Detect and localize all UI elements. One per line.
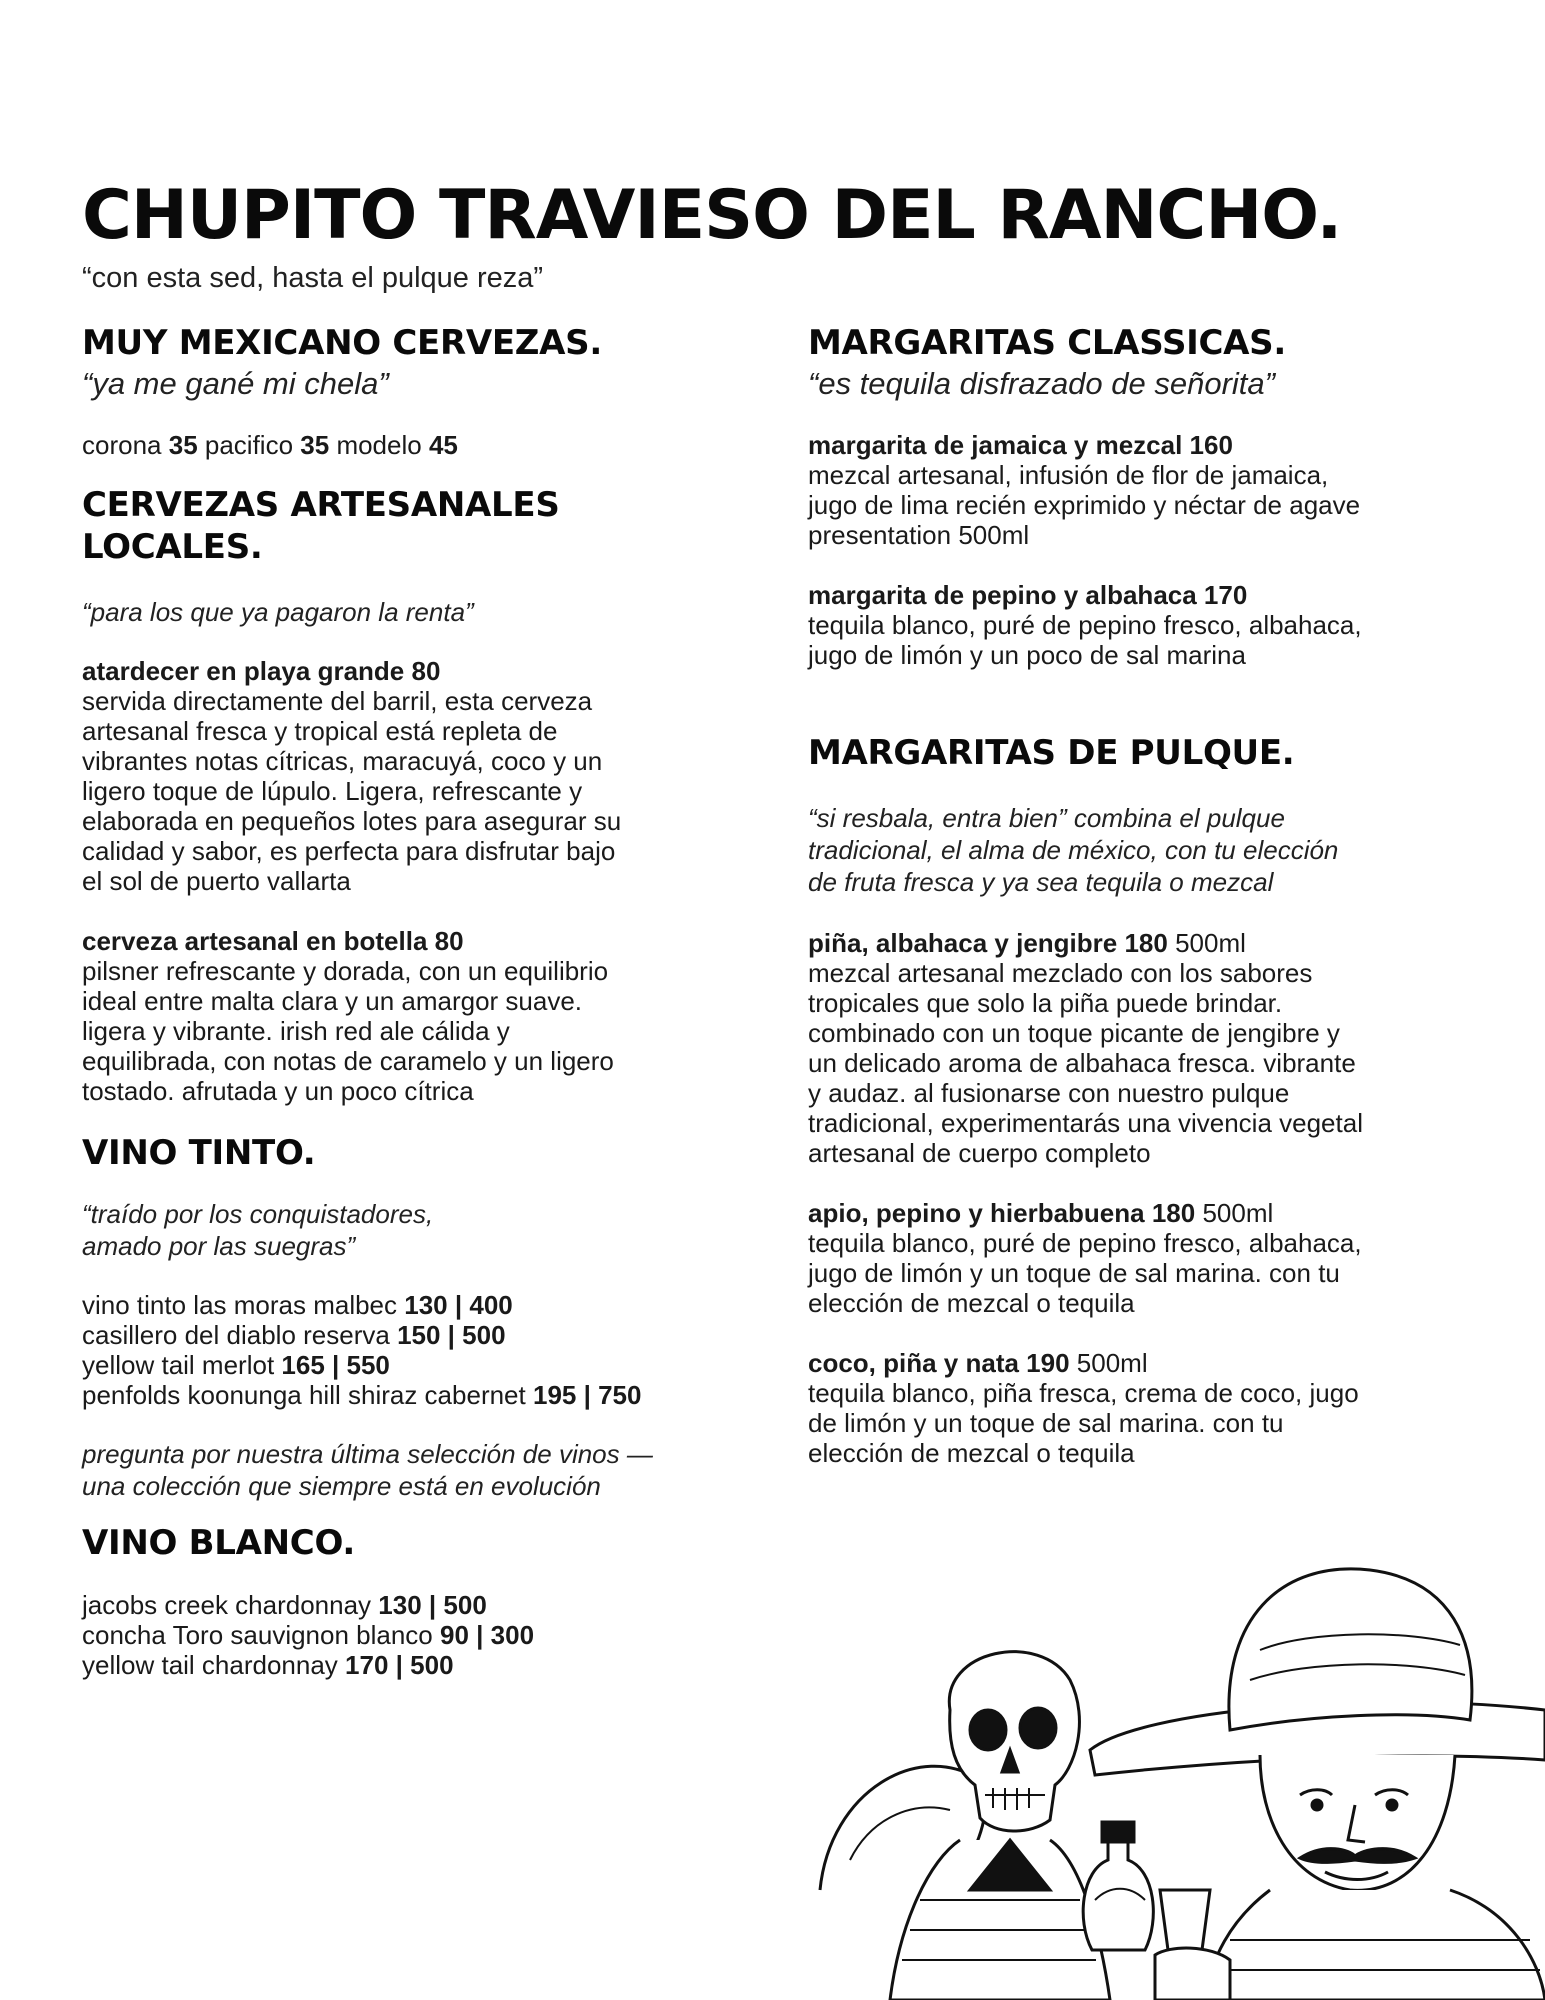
- item-desc-line: ligero toque de lúpulo. Ligera, refrescante y: [82, 776, 583, 806]
- note-line: una colección que siempre está en evolución: [82, 1471, 601, 1501]
- item-desc-line: artesanal de cuerpo completo: [808, 1138, 1151, 1168]
- item-desc-line: calidad y sabor, es perfecta para disfrutar bajo: [82, 836, 616, 866]
- item-desc-line: el sol de puerto vallarta: [82, 866, 351, 896]
- wine-price: 170 | 500: [345, 1650, 454, 1680]
- section-tagline: [808, 802, 1468, 898]
- section-margaritas-pulque: [808, 732, 1468, 1468]
- beer-name: corona: [82, 430, 162, 460]
- item-size: 500ml: [1175, 928, 1246, 958]
- item-desc-line: tequila blanco, puré de pepino fresco, albahaca,: [808, 610, 1362, 640]
- item-desc-line: pilsner refrescante y dorada, con un equilibrio: [82, 956, 609, 986]
- item-desc-line: tropicales que solo la piña puede brindar.: [808, 988, 1283, 1018]
- wine-name: casillero del diablo reserva: [82, 1320, 390, 1350]
- page-title: CHUPITO TRAVIESO DEL RANCHO.: [82, 176, 1342, 255]
- item-size: 500ml: [1076, 1348, 1148, 1378]
- beer-price: 35: [300, 430, 330, 460]
- page-subtitle: “con esta sed, hasta el pulque reza”: [82, 262, 544, 294]
- wine-price: 195 | 750: [532, 1380, 642, 1410]
- section-tagline: “es tequila disfrazado de señorita”: [808, 366, 1275, 401]
- item-desc-line: tostado. afrutada y un poco cítrica: [82, 1076, 474, 1106]
- item-desc-line: ideal entre malta clara y un amargor suave.: [82, 986, 583, 1016]
- list-item: [82, 1620, 742, 1650]
- menu-item: [82, 656, 742, 896]
- item-desc-line: mezcal artesanal mezclado con los sabores: [808, 958, 1313, 988]
- wine-price: 165 | 550: [281, 1350, 390, 1380]
- item-name: coco, piña y nata 190: [808, 1348, 1070, 1378]
- wine-name: penfolds koonunga hill shiraz cabernet: [82, 1380, 526, 1410]
- list-item: [82, 1290, 742, 1320]
- list-item: [82, 1650, 742, 1680]
- menu-item: [82, 926, 742, 1106]
- wine-name: yellow tail chardonnay: [82, 1650, 338, 1680]
- wine-price: 90 | 300: [440, 1620, 535, 1650]
- tagline-line: “traído por los conquistadores,: [82, 1199, 434, 1229]
- wine-list: [82, 1290, 742, 1410]
- wine-name: yellow tail merlot: [82, 1350, 275, 1380]
- tagline-line: tradicional, el alma de méxico, con tu elección: [808, 835, 1339, 865]
- item-desc-line: tradicional, experimentarás una vivencia vegetal: [808, 1108, 1363, 1138]
- section-tagline: [82, 1198, 742, 1262]
- item-desc-line: jugo de limón y un poco de sal marina: [808, 640, 1246, 670]
- tagline-line: de fruta fresca y ya sea tequila o mezcal: [808, 867, 1274, 897]
- section-vino-blanco: [82, 1522, 742, 1680]
- item-title-line: [808, 1348, 1468, 1378]
- item-name: margarita de pepino y albahaca 170: [808, 580, 1248, 610]
- list-item: [82, 1590, 742, 1620]
- item-desc-line: presentation 500ml: [808, 520, 1030, 550]
- list-item: [82, 1350, 742, 1380]
- section-artesanales: [82, 484, 742, 1106]
- right-column: [808, 322, 1468, 1468]
- item-desc-line: servida directamente del barril, esta cerveza: [82, 686, 593, 716]
- item-desc-line: tequila blanco, piña fresca, crema de coco, jugo: [808, 1378, 1359, 1408]
- item-desc-line: artesanal fresca y tropical está repleta de: [82, 716, 558, 746]
- item-desc-line: elección de mezcal o tequila: [808, 1288, 1135, 1318]
- tagline-line: “si resbala, entra bien” combina el pulque: [808, 803, 1285, 833]
- item-name: margarita de jamaica y mezcal 160: [808, 430, 1233, 460]
- wine-price: 130 | 500: [378, 1590, 487, 1620]
- note-line: pregunta por nuestra última selección de vinos —: [82, 1439, 653, 1469]
- item-desc-line: ligera y vibrante. irish red ale cálida y: [82, 1016, 510, 1046]
- item-name: piña, albahaca y jengibre 180: [808, 928, 1168, 958]
- section-tagline: “ya me gané mi chela”: [82, 366, 389, 401]
- list-item: [82, 1320, 742, 1350]
- item-desc-line: elaborada en pequeños lotes para asegurar su: [82, 806, 622, 836]
- heading-line: CERVEZAS ARTESANALES: [82, 485, 560, 525]
- section-tagline: “para los que ya pagaron la renta”: [82, 597, 474, 627]
- section-heading: MARGARITAS CLASSICAS.: [808, 323, 1286, 363]
- wine-note: [82, 1438, 742, 1502]
- menu-item: [808, 1198, 1468, 1318]
- wine-name: vino tinto las moras malbec: [82, 1290, 398, 1320]
- menu-item: [808, 928, 1468, 1168]
- beer-price: 35: [168, 430, 198, 460]
- item-title-line: [808, 1198, 1468, 1228]
- wine-name: jacobs creek chardonnay: [82, 1590, 372, 1620]
- beer-name: modelo: [336, 430, 422, 460]
- wine-name: concha Toro sauvignon blanco: [82, 1620, 433, 1650]
- item-desc-line: jugo de limón y un toque de sal marina. con tu: [808, 1258, 1340, 1288]
- section-margaritas-classicas: [808, 322, 1468, 670]
- item-name: apio, pepino y hierbabuena 180: [808, 1198, 1196, 1228]
- beer-list: [82, 430, 742, 460]
- item-desc-line: un delicado aroma de albahaca fresca. vibrante: [808, 1048, 1356, 1078]
- item-desc-line: combinado con un toque picante de jengibre y: [808, 1018, 1340, 1048]
- item-title-line: [808, 928, 1468, 958]
- section-heading: MUY MEXICANO CERVEZAS.: [82, 323, 602, 363]
- item-desc-line: tequila blanco, puré de pepino fresco, albahaca,: [808, 1228, 1362, 1258]
- list-item: [82, 1380, 742, 1410]
- section-cervezas: [82, 322, 742, 460]
- item-desc-line: jugo de lima recién exprimido y néctar de agave: [808, 490, 1361, 520]
- menu-item: [808, 580, 1468, 670]
- wine-price: 150 | 500: [397, 1320, 506, 1350]
- section-heading: VINO TINTO.: [82, 1133, 316, 1173]
- beer-name: pacifico: [204, 430, 294, 460]
- item-desc-line: y audaz. al fusionarse con nuestro pulque: [808, 1078, 1290, 1108]
- wine-list: [82, 1590, 742, 1680]
- section-heading: VINO BLANCO.: [82, 1523, 355, 1563]
- section-heading: MARGARITAS DE PULQUE.: [808, 733, 1295, 773]
- menu-item: [808, 1348, 1468, 1468]
- item-desc-line: vibrantes notas cítricas, maracuyá, coco y un: [82, 746, 603, 776]
- wine-price: 130 | 400: [404, 1290, 513, 1320]
- item-desc-line: elección de mezcal o tequila: [808, 1438, 1135, 1468]
- item-name: atardecer en playa grande 80: [82, 656, 441, 686]
- tagline-line: amado por las suegras”: [82, 1231, 356, 1261]
- section-vino-tinto: [82, 1132, 742, 1502]
- skeleton-and-mariachi-illustration: [810, 1560, 1545, 2000]
- item-name: cerveza artesanal en botella 80: [82, 926, 464, 956]
- item-desc-line: equilibrada, con notas de caramelo y un ligero: [82, 1046, 614, 1076]
- heading-line: LOCALES.: [82, 527, 263, 567]
- menu-item: [808, 430, 1468, 550]
- left-column: [82, 322, 742, 1680]
- beer-price: 45: [428, 430, 458, 460]
- section-heading: [82, 484, 742, 568]
- item-size: 500ml: [1202, 1198, 1274, 1228]
- item-desc-line: mezcal artesanal, infusión de flor de jamaica,: [808, 460, 1329, 490]
- item-desc-line: de limón y un toque de sal marina. con tu: [808, 1408, 1284, 1438]
